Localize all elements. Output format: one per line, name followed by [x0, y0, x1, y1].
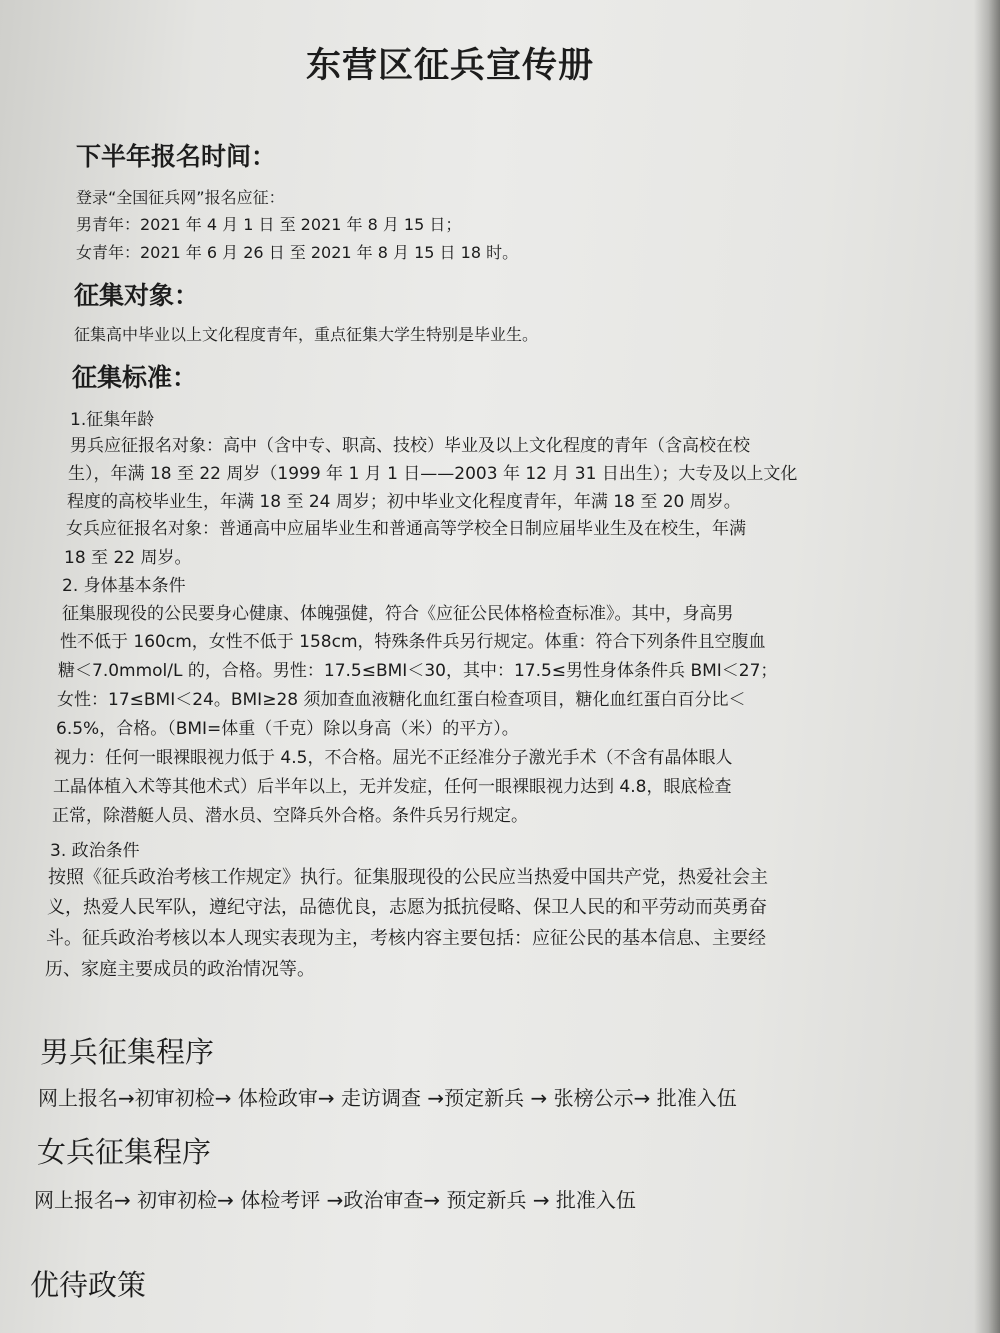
document-title: 东营区征兵宣传册 [305, 45, 594, 86]
politics-line-4: 历、家庭主要成员的政治情况等。 [45, 959, 315, 980]
body-line-8: 正常，除潜艇人员、潜水员、空降兵外合格。条件兵另行规定。 [52, 806, 528, 826]
politics-line-3: 斗。征兵政治考核以本人现实表现为主，考核内容主要包括：应征公民的基本信息、主要经 [46, 928, 766, 949]
age-line-3: 程度的高校毕业生，年满 18 至 24 周岁；初中毕业文化程度青年，年满 18 至 20 周岁。 [67, 492, 741, 512]
benefits-heading: 优待政策 [30, 1268, 147, 1302]
age-line-1: 男兵应征报名对象：高中（含中专、职高、技校）毕业及以上文化程度的青年（含高校在校 [70, 436, 750, 456]
target-text: 征集高中毕业以上文化程度青年，重点征集大学生特别是毕业生。 [74, 325, 539, 344]
age-line-5: 18 至 22 周岁。 [64, 548, 192, 568]
body-line-1: 征集服现役的公民要身心健康、体魄强健，符合《应征公民体格检查标准》。其中，身高男 [62, 604, 734, 624]
body-line-3: 糖＜7.0mmol/L 的，合格。男性：17.5≤BMI＜30，其中：17.5≤男性身体条件兵 BMI＜27； [58, 661, 778, 681]
registration-line-2: 男青年：2021 年 4 月 1 日 至 2021 年 8 月 15 日； [76, 215, 462, 234]
politics-title: 3. 政治条件 [50, 841, 140, 861]
body-line-6: 视力：任何一眼裸眼视力低于 4.5，不合格。屈光不正经准分子激光手术（不含有晶体眼人 [54, 748, 733, 768]
female-procedure-steps: 网上报名→ 初审初检→ 体检考评 →政治审查→ 预定新兵 → 批准入伍 [34, 1188, 636, 1212]
body-title: 2. 身体基本条件 [62, 576, 186, 596]
male-procedure-steps: 网上报名→初审初检→ 体检政审→ 走访调查 →预定新兵 → 张榜公示→ 批准入伍 [38, 1086, 737, 1110]
female-procedure-heading: 女兵征集程序 [37, 1135, 212, 1169]
body-line-5: 6.5%，合格。（BMI=体重（千克）除以身高（米）的平方）。 [56, 719, 519, 739]
standards-heading: 征集标准： [72, 363, 198, 392]
registration-line-1: 登录“全国征兵网”报名应征： [76, 188, 285, 207]
page-edge-shadow [974, 0, 1000, 1333]
age-title: 1.征集年龄 [70, 410, 155, 430]
body-line-4: 女性：17≤BMI＜24。BMI≥28 须加查血液糖化血红蛋白检查项目，糖化血红蛋白百分比＜ [57, 690, 746, 710]
body-line-2: 性不低于 160cm，女性不低于 158cm，特殊条件兵另行规定。体重：符合下列条件且空腹血 [60, 632, 766, 652]
registration-line-3: 女青年：2021 年 6 月 26 日 至 2021 年 8 月 15 日 18 时。 [76, 243, 519, 262]
politics-line-1: 按照《征兵政治考核工作规定》执行。征集服现役的公民应当热爱中国共产党，热爱社会主 [48, 867, 768, 888]
politics-line-2: 义，热爱人民军队，遵纪守法，品德优良，志愿为抵抗侵略、保卫人民的和平劳动而英勇奋 [47, 897, 767, 918]
age-line-4: 女兵应征报名对象：普通高中应届毕业生和普通高等学校全日制应届毕业生及在校生，年满 [66, 519, 746, 539]
male-procedure-heading: 男兵征集程序 [40, 1035, 215, 1069]
age-line-2: 生），年满 18 至 22 周岁（1999 年 1 月 1 日——2003 年 12 月 31 日出生）；大专及以上文化 [68, 464, 798, 484]
body-line-7: 工晶体植入术等其他术式）后半年以上，无并发症，任何一眼裸眼视力达到 4.8，眼底检查 [53, 777, 732, 797]
registration-heading: 下半年报名时间： [76, 142, 277, 171]
target-heading: 征集对象： [74, 281, 200, 310]
